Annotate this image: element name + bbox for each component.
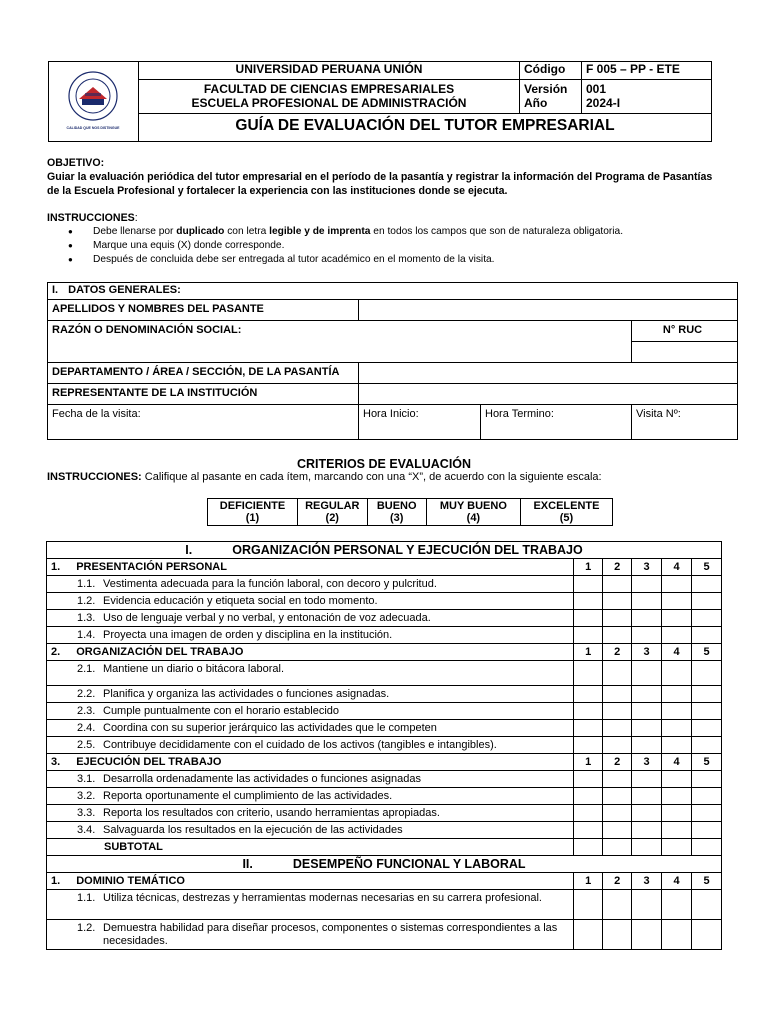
score-header: 5 [692, 873, 722, 890]
score-checkbox-cell[interactable] [692, 771, 722, 788]
instrucciones-section [47, 211, 727, 267]
score-checkbox-cell[interactable] [603, 661, 632, 686]
criterion-num: 3.4. [77, 824, 96, 836]
score-checkbox-cell[interactable] [662, 920, 692, 950]
criterion-num: 1.2. [77, 922, 96, 934]
score-header: 3 [632, 644, 662, 661]
subsection-title: ORGANIZACIÓN DEL TRABAJO [76, 646, 244, 658]
score-checkbox-cell[interactable] [574, 610, 603, 627]
scale-cell [208, 499, 298, 526]
hora-termino-field[interactable]: Hora Termino: [481, 405, 632, 440]
score-checkbox-cell[interactable] [632, 593, 662, 610]
score-checkbox-cell[interactable] [692, 703, 722, 720]
score-header: 1 [574, 644, 603, 661]
score-checkbox-cell[interactable] [574, 920, 603, 950]
score-header: 4 [662, 644, 692, 661]
score-checkbox-cell[interactable] [574, 686, 603, 703]
criterion-text: Salvaguarda los resultados en la ejecución de las actividades [103, 824, 403, 836]
score-checkbox-cell[interactable] [662, 720, 692, 737]
table-row [47, 576, 722, 593]
criterion-cell [47, 610, 574, 627]
instrucciones-label: INSTRUCCIONES [47, 212, 135, 224]
score-checkbox-cell[interactable] [603, 720, 632, 737]
score-checkbox-cell[interactable] [574, 627, 603, 644]
criterion-cell [47, 920, 574, 950]
datos-generales-table [47, 282, 738, 440]
score-checkbox-cell[interactable] [603, 788, 632, 805]
anio-value: 2024-I [586, 96, 621, 110]
ruc-field[interactable] [632, 342, 738, 363]
score-header: 2 [603, 873, 632, 890]
objetivo-section [47, 156, 717, 198]
table-row [47, 610, 722, 627]
scale-value: (4) [466, 512, 481, 524]
school-name: ESCUELA PROFESIONAL DE ADMINISTRACIÓN [191, 96, 467, 110]
table-row [47, 788, 722, 805]
score-checkbox-cell[interactable] [662, 627, 692, 644]
criterios-instr-label: INSTRUCCIONES: [47, 471, 142, 483]
criterion-cell [47, 720, 574, 737]
instrucciones-colon: : [134, 212, 138, 224]
logo-cell [49, 62, 139, 142]
score-checkbox-cell[interactable] [632, 737, 662, 754]
section-title-2 [47, 856, 722, 873]
score-checkbox-cell[interactable] [574, 805, 603, 822]
fecha-field[interactable]: Fecha de la visita: [48, 405, 359, 440]
scale-name: BUENO [376, 500, 417, 512]
criterion-num: 2.5. [77, 739, 96, 751]
section-num: I. [185, 543, 193, 557]
header-table [48, 61, 712, 142]
score-checkbox-cell[interactable] [574, 771, 603, 788]
objetivo-text: Guiar la evaluación periódica del tutor empresarial en el período de la pasantía y registrar la información del Programa de Pasantías de la Escuela Profesional y fortalecer la experiencia con las instituciones donde se ejecuta. [47, 171, 713, 197]
criterion-text: Mantiene un diario o bitácora laboral. [103, 663, 285, 675]
instrucciones-list [47, 225, 727, 267]
scale-value: (2) [325, 512, 339, 524]
score-checkbox-cell[interactable] [574, 593, 603, 610]
university-name: UNIVERSIDAD PERUANA UNIÓN [139, 62, 520, 80]
score-checkbox-cell[interactable] [692, 576, 722, 593]
criterion-text: Evidencia educación y etiqueta social en todo momento. [103, 595, 378, 607]
subtotal-label: SUBTOTAL [47, 839, 574, 856]
table-row [47, 661, 722, 686]
scale-name: EXCELENTE [533, 500, 600, 512]
subsection-title-cell [47, 873, 574, 890]
table-row [47, 627, 722, 644]
score-checkbox-cell[interactable] [574, 576, 603, 593]
subtotal-cell[interactable] [574, 839, 603, 856]
list-item: ● Marque una equis (X) donde corresponde. [47, 239, 727, 253]
score-checkbox-cell[interactable] [632, 610, 662, 627]
scale-name: DEFICIENTE [219, 500, 286, 512]
criterion-num: 1.1. [77, 578, 96, 590]
score-checkbox-cell[interactable] [632, 686, 662, 703]
departamento-field[interactable] [359, 363, 738, 384]
score-header: 2 [603, 754, 632, 771]
score-checkbox-cell[interactable] [603, 737, 632, 754]
criterion-num: 2.2. [77, 688, 96, 700]
scale-value: (5) [559, 512, 574, 524]
subsection-title: EJECUCIÓN DEL TRABAJO [76, 756, 222, 768]
score-header: 5 [692, 559, 722, 576]
instr-bold: legible y de imprenta [269, 226, 371, 237]
subtotal-cell[interactable] [662, 839, 692, 856]
score-checkbox-cell[interactable] [692, 593, 722, 610]
score-checkbox-cell[interactable] [574, 661, 603, 686]
criterion-num: 3.2. [77, 790, 96, 802]
score-header: 1 [574, 754, 603, 771]
criterion-cell [47, 805, 574, 822]
score-checkbox-cell[interactable] [662, 661, 692, 686]
criterios-title: CRITERIOS DE EVALUACIÓN [296, 457, 472, 471]
rating-scale-table [207, 498, 613, 526]
datos-title-num: I. [52, 284, 59, 296]
score-checkbox-cell[interactable] [692, 890, 722, 920]
criterion-text: Planifica y organiza las actividades o funciones asignadas. [103, 688, 390, 700]
score-checkbox-cell[interactable] [662, 771, 692, 788]
criterion-text: Demuestra habilidad para diseñar procesos, componentes o sistemas correspondientes a las necesidades. [103, 922, 558, 947]
scale-name: MUY BUENO [439, 500, 507, 512]
instr-bold: duplicado [176, 226, 225, 237]
score-checkbox-cell[interactable] [692, 920, 722, 950]
score-checkbox-cell[interactable] [632, 771, 662, 788]
subsection-num: 1. [51, 875, 61, 887]
score-checkbox-cell[interactable] [662, 686, 692, 703]
criterion-text: Contribuye decididamente con el cuidado de los activos (tangibles e intangibles). [103, 739, 497, 751]
score-checkbox-cell[interactable] [662, 890, 692, 920]
score-checkbox-cell[interactable] [603, 686, 632, 703]
score-checkbox-cell[interactable] [632, 703, 662, 720]
subsection-num: 1. [51, 561, 61, 573]
score-checkbox-cell[interactable] [574, 822, 603, 839]
score-checkbox-cell[interactable] [603, 627, 632, 644]
score-checkbox-cell[interactable] [632, 576, 662, 593]
university-logo-icon [49, 65, 137, 135]
subsection-header [47, 873, 722, 890]
criterion-text: Proyecta una imagen de orden y disciplina en la institución. [103, 629, 393, 641]
criterion-cell [47, 890, 574, 920]
criteria-table [46, 541, 722, 950]
score-header: 1 [574, 559, 603, 576]
scale-value: (1) [245, 512, 260, 524]
subsection-title-cell [47, 644, 574, 661]
score-checkbox-cell[interactable] [692, 627, 722, 644]
criterion-num: 3.1. [77, 773, 96, 785]
score-checkbox-cell[interactable] [692, 720, 722, 737]
criterion-num: 2.1. [77, 663, 96, 675]
representante-field[interactable] [359, 384, 738, 405]
score-checkbox-cell[interactable] [692, 822, 722, 839]
score-checkbox-cell[interactable] [632, 661, 662, 686]
score-checkbox-cell[interactable] [662, 703, 692, 720]
codigo-label: Código [520, 62, 582, 80]
table-row [47, 822, 722, 839]
visita-field[interactable]: Visita Nº: [632, 405, 738, 440]
hora-inicio-field[interactable]: Hora Inicio: [359, 405, 481, 440]
criterion-text: Utiliza técnicas, destrezas y herramientas modernas necesarias en su carrera profesional. [103, 892, 542, 904]
score-checkbox-cell[interactable] [632, 788, 662, 805]
subtotal-cell[interactable] [692, 839, 722, 856]
score-checkbox-cell[interactable] [692, 686, 722, 703]
subsection-header [47, 644, 722, 661]
subsection-title-cell [47, 754, 574, 771]
score-header: 2 [603, 644, 632, 661]
criterion-text: Reporta oportunamente el cumplimiento de las actividades. [103, 790, 393, 802]
criterion-num: 2.4. [77, 722, 96, 734]
list-item: ● Después de concluida debe ser entregada al tutor académico en el momento de la visita. [47, 253, 727, 267]
ruc-label: N° RUC [632, 321, 738, 342]
departamento-label: DEPARTAMENTO / ÁREA / SECCIÓN, DE LA PASANTÍA [48, 363, 359, 384]
criterion-cell [47, 771, 574, 788]
scale-name: REGULAR [305, 500, 360, 512]
apellidos-field[interactable] [359, 300, 738, 321]
criterion-cell [47, 593, 574, 610]
version-value: 001 [586, 82, 607, 96]
subtotal-cell[interactable] [603, 839, 632, 856]
criterion-cell [47, 661, 574, 686]
score-checkbox-cell[interactable] [662, 576, 692, 593]
score-header: 5 [692, 644, 722, 661]
score-header: 3 [632, 873, 662, 890]
score-checkbox-cell[interactable] [574, 703, 603, 720]
criterion-cell [47, 737, 574, 754]
score-checkbox-cell[interactable] [603, 703, 632, 720]
criterion-cell [47, 703, 574, 720]
criterion-num: 1.1. [77, 892, 96, 904]
criterion-num: 1.4. [77, 629, 96, 641]
score-checkbox-cell[interactable] [662, 593, 692, 610]
table-row [47, 703, 722, 720]
score-checkbox-cell[interactable] [574, 720, 603, 737]
criterion-cell [47, 627, 574, 644]
instr-text: con letra [224, 226, 270, 237]
table-row [47, 737, 722, 754]
score-checkbox-cell[interactable] [692, 788, 722, 805]
subtotal-cell[interactable] [632, 839, 662, 856]
criterion-num: 2.3. [77, 705, 96, 717]
subsection-header [47, 559, 722, 576]
version-label: Versión [524, 82, 568, 96]
score-checkbox-cell[interactable] [574, 737, 603, 754]
score-header: 3 [632, 754, 662, 771]
table-row [47, 771, 722, 788]
score-checkbox-cell[interactable] [632, 627, 662, 644]
score-checkbox-cell[interactable] [603, 890, 632, 920]
score-checkbox-cell[interactable] [632, 890, 662, 920]
criterion-text: Coordina con su superior jerárquico las actividades que le competen [103, 722, 437, 734]
subsection-title-cell [47, 559, 574, 576]
section-title-text: DESEMPEÑO FUNCIONAL Y LABORAL [292, 857, 526, 871]
score-checkbox-cell[interactable] [574, 890, 603, 920]
score-checkbox-cell[interactable] [603, 822, 632, 839]
score-checkbox-cell[interactable] [603, 805, 632, 822]
subsection-num: 3. [51, 756, 61, 768]
score-checkbox-cell[interactable] [603, 593, 632, 610]
criterion-cell [47, 822, 574, 839]
criterion-num: 3.3. [77, 807, 96, 819]
scale-cell [367, 499, 426, 526]
table-row [47, 805, 722, 822]
score-checkbox-cell[interactable] [662, 788, 692, 805]
instr-text: Debe llenarse por [93, 226, 177, 237]
anio-label: Año [524, 96, 548, 110]
list-item [47, 225, 727, 239]
score-checkbox-cell[interactable] [603, 920, 632, 950]
score-checkbox-cell[interactable] [632, 720, 662, 737]
score-checkbox-cell[interactable] [692, 737, 722, 754]
section-title-text: ORGANIZACIÓN PERSONAL Y EJECUCIÓN DEL TRABAJO [232, 543, 583, 557]
score-checkbox-cell[interactable] [603, 610, 632, 627]
score-checkbox-cell[interactable] [632, 822, 662, 839]
criterion-text: Vestimenta adecuada para la función laboral, con decoro y pulcritud. [103, 578, 437, 590]
criterios-instructions [47, 471, 737, 483]
score-header: 5 [692, 754, 722, 771]
representante-label: REPRESENTANTE DE LA INSTITUCIÓN [48, 384, 359, 405]
criterion-text: Uso de lenguaje verbal y no verbal, y entonación de voz adecuada. [103, 612, 431, 624]
score-checkbox-cell[interactable] [632, 805, 662, 822]
criterion-text: Cumple puntualmente con el horario establecido [103, 705, 340, 717]
table-row [47, 593, 722, 610]
scale-cell [520, 499, 612, 526]
subtotal-row [47, 839, 722, 856]
subsection-title: DOMINIO TEMÁTICO [76, 875, 185, 887]
score-header: 1 [574, 873, 603, 890]
criterion-cell [47, 686, 574, 703]
codigo-value: F 005 – PP - ETE [582, 62, 712, 80]
score-checkbox-cell[interactable] [692, 610, 722, 627]
scale-cell [298, 499, 368, 526]
score-checkbox-cell[interactable] [603, 576, 632, 593]
score-header: 4 [662, 559, 692, 576]
datos-title-cell [48, 283, 738, 300]
table-row [47, 920, 722, 950]
score-header: 3 [632, 559, 662, 576]
table-row [47, 720, 722, 737]
score-header: 2 [603, 559, 632, 576]
instr-text: en todos los campos que son de naturaleza obligatoria. [370, 226, 624, 237]
score-checkbox-cell[interactable] [632, 920, 662, 950]
form-title: GUÍA DE EVALUACIÓN DEL TUTOR EMPRESARIAL [139, 114, 712, 142]
score-checkbox-cell[interactable] [692, 661, 722, 686]
criterion-text: Reporta los resultados con criterio, usando herramientas apropiadas. [103, 807, 440, 819]
score-checkbox-cell[interactable] [662, 822, 692, 839]
score-checkbox-cell[interactable] [603, 771, 632, 788]
criterion-num: 1.2. [77, 595, 96, 607]
criterion-num: 1.3. [77, 612, 96, 624]
version-year-labels [520, 80, 582, 114]
score-checkbox-cell[interactable] [662, 737, 692, 754]
faculty-name: FACULTAD DE CIENCIAS EMPRESARIALES [203, 82, 455, 96]
apellidos-label: APELLIDOS Y NOMBRES DEL PASANTE [48, 300, 359, 321]
table-row [47, 686, 722, 703]
score-header: 4 [662, 873, 692, 890]
table-row [47, 890, 722, 920]
datos-title: DATOS GENERALES: [68, 284, 181, 296]
subsection-header [47, 754, 722, 771]
scale-value: (3) [389, 512, 404, 524]
subsection-title: PRESENTACIÓN PERSONAL [76, 561, 227, 573]
score-checkbox-cell[interactable] [662, 610, 692, 627]
subsection-num: 2. [51, 646, 61, 658]
svg-text:CALIDAD QUE NOS DISTINGUE: CALIDAD QUE NOS DISTINGUE [66, 126, 120, 130]
criterion-text: Desarrolla ordenadamente las actividades o funciones asignadas [103, 773, 421, 785]
razon-label: RAZÓN O DENOMINACIÓN SOCIAL: [48, 321, 632, 363]
criterion-cell [47, 576, 574, 593]
score-checkbox-cell[interactable] [692, 805, 722, 822]
version-year-values [582, 80, 712, 114]
score-checkbox-cell[interactable] [574, 788, 603, 805]
score-checkbox-cell[interactable] [662, 805, 692, 822]
section-title-1 [47, 542, 722, 559]
criterios-instr-text: Califique al pasante en cada ítem, marcando con una “X”, de acuerdo con la siguiente escala: [141, 471, 602, 483]
faculty-school [139, 80, 520, 114]
section-num: II. [242, 857, 253, 871]
score-header: 4 [662, 754, 692, 771]
objetivo-label: OBJETIVO: [47, 157, 105, 169]
criterion-cell [47, 788, 574, 805]
scale-cell [426, 499, 520, 526]
